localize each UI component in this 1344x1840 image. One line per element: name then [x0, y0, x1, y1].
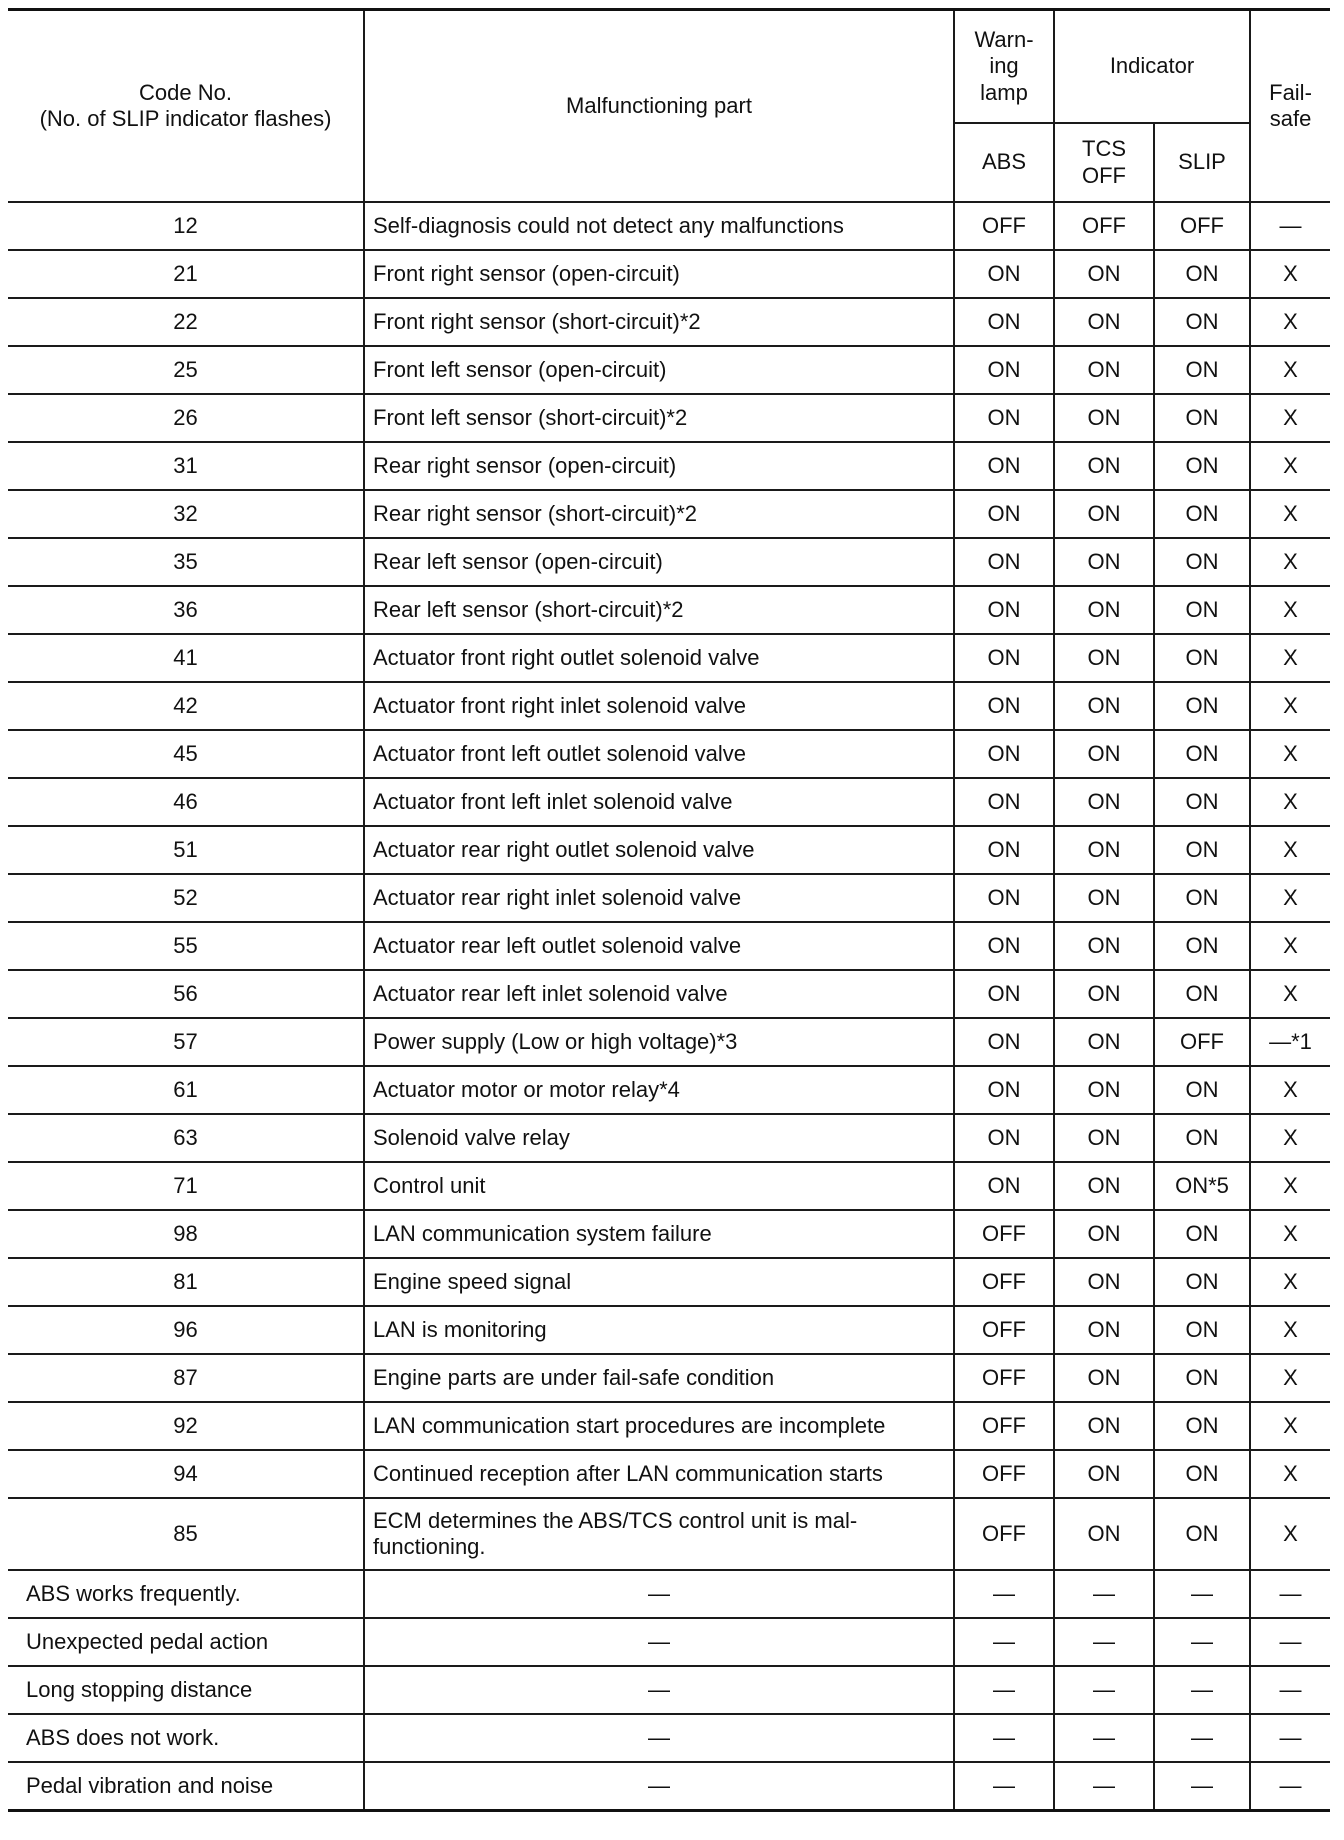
header-fail-safe: Fail- safe	[1250, 10, 1330, 203]
malfunctioning-part-cell: Actuator front right outlet solenoid valve	[364, 634, 954, 682]
fail-safe-cell: X	[1250, 346, 1330, 394]
abs-warning-lamp-cell: OFF	[954, 1258, 1054, 1306]
abs-warning-lamp-cell: —	[954, 1618, 1054, 1666]
code-cell: 32	[8, 490, 364, 538]
tcs-off-indicator-cell: ON	[1054, 442, 1154, 490]
slip-indicator-cell: OFF	[1154, 1018, 1250, 1066]
abs-warning-lamp-cell: ON	[954, 634, 1054, 682]
malfunctioning-part-cell: LAN communication system failure	[364, 1210, 954, 1258]
slip-indicator-cell: ON	[1154, 538, 1250, 586]
tcs-off-indicator-cell: ON	[1054, 538, 1154, 586]
malfunctioning-part-cell: Front left sensor (open-circuit)	[364, 346, 954, 394]
malfunctioning-part-cell: Actuator rear left outlet solenoid valve	[364, 922, 954, 970]
abs-warning-lamp-cell: ON	[954, 778, 1054, 826]
malfunctioning-part-cell: Rear left sensor (short-circuit)*2	[364, 586, 954, 634]
code-cell: 36	[8, 586, 364, 634]
table-row	[8, 394, 1330, 442]
malfunctioning-part-cell: Actuator rear right outlet solenoid valve	[364, 826, 954, 874]
tcs-off-indicator-cell: ON	[1054, 874, 1154, 922]
slip-indicator-cell: ON	[1154, 394, 1250, 442]
table-row	[8, 682, 1330, 730]
abs-warning-lamp-cell: ON	[954, 1114, 1054, 1162]
malfunctioning-part-cell: LAN is monitoring	[364, 1306, 954, 1354]
header-tcs-off: TCS OFF	[1054, 123, 1154, 202]
table-row	[8, 1210, 1330, 1258]
tcs-off-indicator-cell: ON	[1054, 1450, 1154, 1498]
header-indicator: Indicator	[1054, 10, 1250, 124]
tcs-off-indicator-cell: OFF	[1054, 202, 1154, 250]
abs-warning-lamp-cell: OFF	[954, 202, 1054, 250]
code-cell: 94	[8, 1450, 364, 1498]
fail-safe-cell: X	[1250, 778, 1330, 826]
diagnostic-code-table	[8, 8, 1330, 1812]
fail-safe-cell: X	[1250, 538, 1330, 586]
malfunctioning-part-cell: Solenoid valve relay	[364, 1114, 954, 1162]
tcs-off-indicator-cell: ON	[1054, 778, 1154, 826]
abs-warning-lamp-cell: OFF	[954, 1450, 1054, 1498]
abs-warning-lamp-cell: ON	[954, 1066, 1054, 1114]
slip-indicator-cell: ON	[1154, 1114, 1250, 1162]
fail-safe-cell: X	[1250, 1450, 1330, 1498]
malfunctioning-part-cell: Continued reception after LAN communication starts	[364, 1450, 954, 1498]
abs-warning-lamp-cell: ON	[954, 346, 1054, 394]
code-cell: 57	[8, 1018, 364, 1066]
malfunctioning-part-cell: —	[364, 1618, 954, 1666]
code-cell: 98	[8, 1210, 364, 1258]
tcs-off-indicator-cell: ON	[1054, 586, 1154, 634]
slip-indicator-cell: ON	[1154, 778, 1250, 826]
abs-warning-lamp-cell: ON	[954, 826, 1054, 874]
slip-indicator-cell: ON	[1154, 586, 1250, 634]
code-cell: 45	[8, 730, 364, 778]
abs-warning-lamp-cell: ON	[954, 394, 1054, 442]
fail-safe-cell: —	[1250, 1666, 1330, 1714]
tcs-off-indicator-cell: ON	[1054, 1114, 1154, 1162]
slip-indicator-cell: ON	[1154, 442, 1250, 490]
tcs-off-indicator-cell: ON	[1054, 250, 1154, 298]
header-row	[8, 10, 1330, 124]
abs-warning-lamp-cell: OFF	[954, 1354, 1054, 1402]
malfunctioning-part-cell: Control unit	[364, 1162, 954, 1210]
fail-safe-cell: X	[1250, 1498, 1330, 1570]
tcs-off-indicator-cell: —	[1054, 1666, 1154, 1714]
code-cell: 25	[8, 346, 364, 394]
malfunctioning-part-cell: Engine speed signal	[364, 1258, 954, 1306]
fail-safe-cell: —	[1250, 202, 1330, 250]
abs-warning-lamp-cell: ON	[954, 490, 1054, 538]
header-abs: ABS	[954, 123, 1054, 202]
code-cell: 35	[8, 538, 364, 586]
table-row	[8, 874, 1330, 922]
table-row	[8, 298, 1330, 346]
slip-indicator-cell: —	[1154, 1570, 1250, 1618]
abs-warning-lamp-cell: ON	[954, 1018, 1054, 1066]
malfunctioning-part-cell: —	[364, 1570, 954, 1618]
code-cell: 51	[8, 826, 364, 874]
code-cell: 31	[8, 442, 364, 490]
symptom-cell: Pedal vibration and noise	[8, 1762, 364, 1811]
tcs-off-indicator-cell: ON	[1054, 298, 1154, 346]
malfunctioning-part-cell: Front left sensor (short-circuit)*2	[364, 394, 954, 442]
table-row	[8, 1762, 1330, 1811]
abs-warning-lamp-cell: ON	[954, 250, 1054, 298]
fail-safe-cell: X	[1250, 394, 1330, 442]
abs-warning-lamp-cell: ON	[954, 538, 1054, 586]
fail-safe-cell: X	[1250, 1306, 1330, 1354]
slip-indicator-cell: ON	[1154, 874, 1250, 922]
malfunctioning-part-cell: Actuator front left inlet solenoid valve	[364, 778, 954, 826]
tcs-off-indicator-cell: ON	[1054, 1306, 1154, 1354]
code-cell: 26	[8, 394, 364, 442]
slip-indicator-cell: ON	[1154, 1498, 1250, 1570]
tcs-off-indicator-cell: —	[1054, 1618, 1154, 1666]
abs-warning-lamp-cell: —	[954, 1570, 1054, 1618]
slip-indicator-cell: ON*5	[1154, 1162, 1250, 1210]
fail-safe-cell: —	[1250, 1762, 1330, 1811]
table-row	[8, 250, 1330, 298]
malfunctioning-part-cell: —	[364, 1714, 954, 1762]
malfunctioning-part-cell: Rear right sensor (open-circuit)	[364, 442, 954, 490]
fail-safe-cell: X	[1250, 298, 1330, 346]
tcs-off-indicator-cell: ON	[1054, 490, 1154, 538]
malfunctioning-part-cell: Actuator motor or motor relay*4	[364, 1066, 954, 1114]
tcs-off-indicator-cell: ON	[1054, 1402, 1154, 1450]
code-cell: 42	[8, 682, 364, 730]
table-row	[8, 1618, 1330, 1666]
table-row	[8, 490, 1330, 538]
code-cell: 52	[8, 874, 364, 922]
table-row	[8, 1570, 1330, 1618]
slip-indicator-cell: ON	[1154, 970, 1250, 1018]
tcs-off-indicator-cell: ON	[1054, 922, 1154, 970]
slip-indicator-cell: ON	[1154, 490, 1250, 538]
symptom-cell: ABS does not work.	[8, 1714, 364, 1762]
fail-safe-cell: X	[1250, 874, 1330, 922]
tcs-off-indicator-cell: ON	[1054, 1498, 1154, 1570]
malfunctioning-part-cell: Rear right sensor (short-circuit)*2	[364, 490, 954, 538]
slip-indicator-cell: OFF	[1154, 202, 1250, 250]
table-row	[8, 538, 1330, 586]
fail-safe-cell: —*1	[1250, 1018, 1330, 1066]
malfunctioning-part-cell: LAN communication start procedures are incomplete	[364, 1402, 954, 1450]
table-body	[8, 202, 1330, 1811]
fail-safe-cell: X	[1250, 1162, 1330, 1210]
abs-warning-lamp-cell: OFF	[954, 1210, 1054, 1258]
table-row	[8, 778, 1330, 826]
table-row	[8, 1498, 1330, 1570]
table-row	[8, 346, 1330, 394]
slip-indicator-cell: ON	[1154, 682, 1250, 730]
symptom-cell: Long stopping distance	[8, 1666, 364, 1714]
fail-safe-cell: X	[1250, 634, 1330, 682]
malfunctioning-part-cell: Actuator rear right inlet solenoid valve	[364, 874, 954, 922]
tcs-off-indicator-cell: ON	[1054, 1066, 1154, 1114]
fail-safe-cell: —	[1250, 1714, 1330, 1762]
code-cell: 55	[8, 922, 364, 970]
table-row	[8, 730, 1330, 778]
slip-indicator-cell: ON	[1154, 922, 1250, 970]
abs-warning-lamp-cell: —	[954, 1714, 1054, 1762]
tcs-off-indicator-cell: ON	[1054, 1354, 1154, 1402]
header-slip: SLIP	[1154, 123, 1250, 202]
fail-safe-cell: X	[1250, 730, 1330, 778]
malfunctioning-part-cell: Actuator rear left inlet solenoid valve	[364, 970, 954, 1018]
tcs-off-indicator-cell: —	[1054, 1762, 1154, 1811]
abs-warning-lamp-cell: —	[954, 1666, 1054, 1714]
table-row	[8, 1450, 1330, 1498]
table-row	[8, 1402, 1330, 1450]
tcs-off-indicator-cell: ON	[1054, 826, 1154, 874]
tcs-off-indicator-cell: ON	[1054, 1162, 1154, 1210]
abs-warning-lamp-cell: ON	[954, 586, 1054, 634]
fail-safe-cell: X	[1250, 1210, 1330, 1258]
malfunctioning-part-cell: Actuator front right inlet solenoid valve	[364, 682, 954, 730]
abs-warning-lamp-cell: ON	[954, 442, 1054, 490]
abs-warning-lamp-cell: ON	[954, 970, 1054, 1018]
malfunctioning-part-cell: —	[364, 1762, 954, 1811]
tcs-off-indicator-cell: ON	[1054, 634, 1154, 682]
slip-indicator-cell: ON	[1154, 346, 1250, 394]
slip-indicator-cell: ON	[1154, 730, 1250, 778]
malfunctioning-part-cell: Actuator front left outlet solenoid valve	[364, 730, 954, 778]
fail-safe-cell: X	[1250, 250, 1330, 298]
slip-indicator-cell: —	[1154, 1714, 1250, 1762]
header-malfunctioning-part: Malfunctioning part	[364, 10, 954, 203]
code-cell: 87	[8, 1354, 364, 1402]
table-row	[8, 442, 1330, 490]
tcs-off-indicator-cell: —	[1054, 1570, 1154, 1618]
abs-warning-lamp-cell: OFF	[954, 1306, 1054, 1354]
code-cell: 85	[8, 1498, 364, 1570]
code-cell: 56	[8, 970, 364, 1018]
tcs-off-indicator-cell: —	[1054, 1714, 1154, 1762]
code-cell: 63	[8, 1114, 364, 1162]
slip-indicator-cell: ON	[1154, 1258, 1250, 1306]
tcs-off-indicator-cell: ON	[1054, 346, 1154, 394]
malfunctioning-part-cell: —	[364, 1666, 954, 1714]
code-cell: 71	[8, 1162, 364, 1210]
code-cell: 61	[8, 1066, 364, 1114]
tcs-off-indicator-cell: ON	[1054, 1018, 1154, 1066]
table-row	[8, 586, 1330, 634]
fail-safe-cell: X	[1250, 442, 1330, 490]
table-row	[8, 202, 1330, 250]
abs-warning-lamp-cell: ON	[954, 730, 1054, 778]
table-row	[8, 1714, 1330, 1762]
fail-safe-cell: X	[1250, 922, 1330, 970]
slip-indicator-cell: ON	[1154, 298, 1250, 346]
slip-indicator-cell: ON	[1154, 1450, 1250, 1498]
fail-safe-cell: —	[1250, 1618, 1330, 1666]
code-cell: 92	[8, 1402, 364, 1450]
tcs-off-indicator-cell: ON	[1054, 682, 1154, 730]
code-cell: 81	[8, 1258, 364, 1306]
table-row	[8, 1114, 1330, 1162]
code-cell: 22	[8, 298, 364, 346]
malfunctioning-part-cell: Power supply (Low or high voltage)*3	[364, 1018, 954, 1066]
table-row	[8, 634, 1330, 682]
fail-safe-cell: X	[1250, 970, 1330, 1018]
slip-indicator-cell: —	[1154, 1618, 1250, 1666]
fail-safe-cell: X	[1250, 1066, 1330, 1114]
code-cell: 46	[8, 778, 364, 826]
header-warning-lamp: Warn- ing lamp	[954, 10, 1054, 124]
slip-indicator-cell: —	[1154, 1666, 1250, 1714]
abs-warning-lamp-cell: OFF	[954, 1402, 1054, 1450]
malfunctioning-part-cell: Engine parts are under fail-safe condition	[364, 1354, 954, 1402]
code-cell: 41	[8, 634, 364, 682]
slip-indicator-cell: ON	[1154, 1354, 1250, 1402]
table-row	[8, 970, 1330, 1018]
slip-indicator-cell: ON	[1154, 1066, 1250, 1114]
table-row	[8, 1306, 1330, 1354]
symptom-cell: ABS works frequently.	[8, 1570, 364, 1618]
tcs-off-indicator-cell: ON	[1054, 394, 1154, 442]
fail-safe-cell: X	[1250, 1354, 1330, 1402]
malfunctioning-part-cell: Self-diagnosis could not detect any malfunctions	[364, 202, 954, 250]
slip-indicator-cell: ON	[1154, 250, 1250, 298]
table-row	[8, 1258, 1330, 1306]
slip-indicator-cell: ON	[1154, 1210, 1250, 1258]
fail-safe-cell: X	[1250, 826, 1330, 874]
fail-safe-cell: X	[1250, 1114, 1330, 1162]
fail-safe-cell: X	[1250, 1402, 1330, 1450]
abs-warning-lamp-cell: ON	[954, 922, 1054, 970]
table-row	[8, 1018, 1330, 1066]
code-cell: 21	[8, 250, 364, 298]
header-code-no: Code No. (No. of SLIP indicator flashes)	[8, 10, 364, 203]
table-row	[8, 1066, 1330, 1114]
table-row	[8, 1354, 1330, 1402]
table-row	[8, 922, 1330, 970]
slip-indicator-cell: ON	[1154, 826, 1250, 874]
table-row	[8, 826, 1330, 874]
slip-indicator-cell: —	[1154, 1762, 1250, 1811]
abs-warning-lamp-cell: OFF	[954, 1498, 1054, 1570]
slip-indicator-cell: ON	[1154, 1306, 1250, 1354]
malfunctioning-part-cell: Front right sensor (short-circuit)*2	[364, 298, 954, 346]
malfunctioning-part-cell: Rear left sensor (open-circuit)	[364, 538, 954, 586]
table-row	[8, 1666, 1330, 1714]
tcs-off-indicator-cell: ON	[1054, 1258, 1154, 1306]
slip-indicator-cell: ON	[1154, 634, 1250, 682]
malfunctioning-part-cell: Front right sensor (open-circuit)	[364, 250, 954, 298]
fail-safe-cell: X	[1250, 1258, 1330, 1306]
malfunctioning-part-cell: ECM determines the ABS/TCS control unit is mal- functioning.	[364, 1498, 954, 1570]
abs-warning-lamp-cell: ON	[954, 682, 1054, 730]
abs-warning-lamp-cell: —	[954, 1762, 1054, 1811]
code-cell: 12	[8, 202, 364, 250]
fail-safe-cell: —	[1250, 1570, 1330, 1618]
fail-safe-cell: X	[1250, 682, 1330, 730]
tcs-off-indicator-cell: ON	[1054, 730, 1154, 778]
abs-warning-lamp-cell: ON	[954, 1162, 1054, 1210]
slip-indicator-cell: ON	[1154, 1402, 1250, 1450]
tcs-off-indicator-cell: ON	[1054, 1210, 1154, 1258]
fail-safe-cell: X	[1250, 586, 1330, 634]
table-row	[8, 1162, 1330, 1210]
tcs-off-indicator-cell: ON	[1054, 970, 1154, 1018]
fail-safe-cell: X	[1250, 490, 1330, 538]
abs-warning-lamp-cell: ON	[954, 298, 1054, 346]
symptom-cell: Unexpected pedal action	[8, 1618, 364, 1666]
abs-warning-lamp-cell: ON	[954, 874, 1054, 922]
code-cell: 96	[8, 1306, 364, 1354]
